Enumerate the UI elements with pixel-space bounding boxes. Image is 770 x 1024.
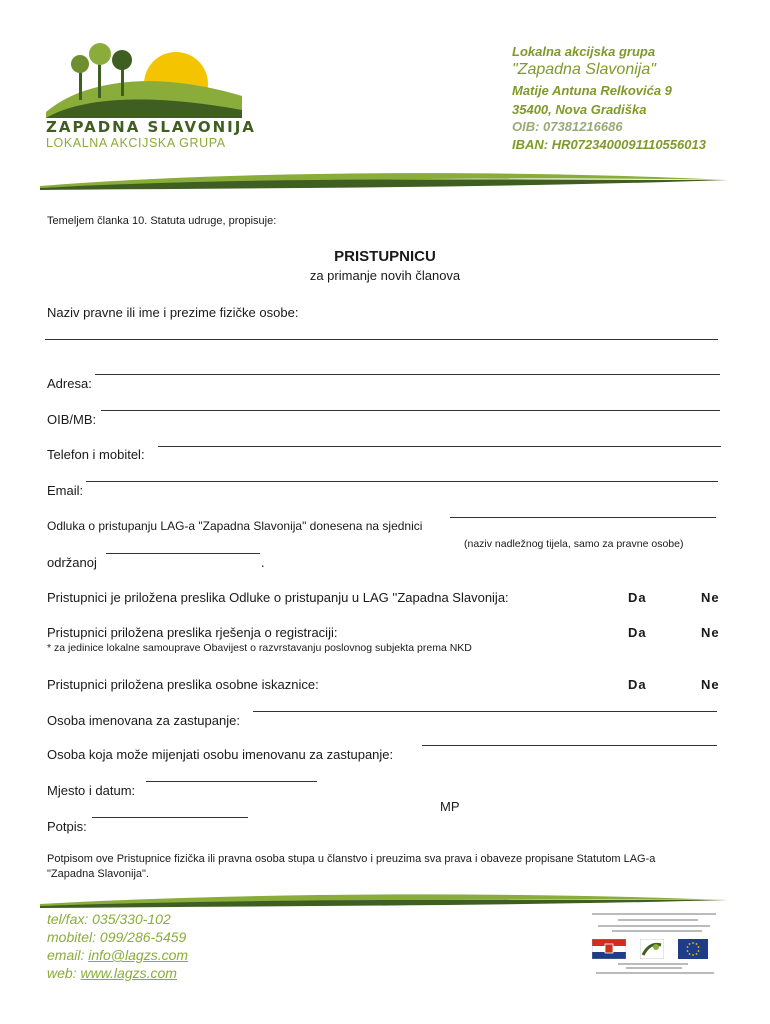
contact-mobile: mobitel: 099/286-5459	[47, 929, 187, 945]
q3-no-option[interactable]: Ne	[701, 677, 720, 692]
org-type: Lokalna akcijska grupa	[512, 44, 656, 59]
stamp-mark: MP	[440, 799, 460, 814]
org-name: "Zapadna Slavonija"	[512, 61, 656, 78]
org-city: 35400, Nova Gradiška	[512, 102, 647, 117]
q1-no-option[interactable]: Ne	[701, 590, 720, 605]
q3-yes-option[interactable]: Da	[628, 677, 647, 692]
question-id-card: Pristupnici priložena preslika osobne iskaznice:	[47, 677, 319, 692]
signature-label: Potpis:	[47, 819, 87, 834]
q2-yes-option[interactable]: Da	[628, 625, 647, 640]
phone-label: Telefon i mobitel:	[47, 447, 145, 462]
place-date-label: Mjesto i datum:	[47, 783, 136, 798]
held-date-field[interactable]	[106, 553, 260, 554]
croatia-flag-icon	[592, 939, 626, 959]
contact-web	[47, 965, 177, 981]
oib-field[interactable]	[101, 410, 720, 411]
contact-tel: tel/fax: 035/330-102	[47, 911, 171, 927]
funding-logos	[588, 909, 716, 977]
decision-note: (naziv nadležnog tijela, samo za pravne osobe)	[464, 538, 684, 550]
address-field[interactable]	[95, 374, 720, 375]
rep-change-label: Osoba koja može mijenjati osobu imenovanu za zastupanje:	[47, 747, 394, 762]
registration-note: * za jedinice lokalne samouprave Obavijest o razvrstavanju poslovnog subjekta prema NKD	[47, 642, 472, 654]
held-dot: .	[261, 555, 265, 570]
intro-text: Temeljem članka 10. Statuta udruge, propisuje:	[47, 215, 277, 227]
place-date-field[interactable]	[146, 781, 317, 782]
representative-field[interactable]	[253, 711, 717, 712]
decision-label: Odluka o pristupanju LAG-a "Zapadna Slavonija" donesena na sjednici	[47, 519, 423, 533]
email-prefix: email:	[47, 947, 89, 963]
org-iban: IBAN: HR0723400091110556013	[512, 137, 706, 152]
logo-wordmark: ZAPADNA SLAVONIJA	[46, 118, 256, 136]
question-registration: Pristupnici priložena preslika rješenja o registraciji:	[47, 625, 338, 640]
contact-email	[47, 947, 188, 963]
address-label: Adresa:	[47, 376, 92, 391]
q1-yes-option[interactable]: Da	[628, 590, 647, 605]
form-subtitle: za primanje novih članova	[309, 268, 461, 283]
name-label: Naziv pravne ili ime i prezime fizičke osobe:	[47, 305, 299, 320]
org-street: Matije Antuna Relkovića 9	[512, 83, 672, 98]
org-oib: OIB: 07381216686	[512, 119, 623, 134]
email-link[interactable]: info@lagzs.com	[88, 947, 189, 963]
rep-change-field[interactable]	[422, 745, 717, 746]
oib-label: OIB/MB:	[47, 412, 97, 427]
signature-field[interactable]	[92, 817, 248, 818]
web-prefix: web:	[47, 965, 81, 981]
logo-subtitle: LOKALNA AKCIJSKA GRUPA	[46, 136, 226, 150]
name-field[interactable]	[45, 339, 718, 340]
q2-no-option[interactable]: Ne	[701, 625, 720, 640]
question-decision: Pristupnici je priložena preslika Odluke o pristupanju u LAG ''Zapadna Slavonija:	[47, 590, 509, 605]
form-title: PRISTUPNICU	[334, 248, 436, 265]
leader-logo-icon	[640, 939, 664, 959]
footer-swoosh	[40, 890, 730, 910]
logo-graphic	[44, 36, 244, 118]
closing-text-line2: "Zapadna Slavonija".	[47, 868, 149, 880]
eu-flag-icon	[678, 939, 708, 959]
header-swoosh	[40, 166, 730, 194]
web-link[interactable]: www.lagzs.com	[80, 965, 177, 981]
decision-field[interactable]	[450, 517, 716, 518]
representative-label: Osoba imenovana za zastupanje:	[47, 713, 240, 728]
email-label: Email:	[47, 483, 84, 498]
email-field[interactable]	[86, 481, 718, 482]
closing-text-line1: Potpisom ove Pristupnice fizička ili pravna osoba stupa u članstvo i preuzima sva prava i obaveze propisane Statutom LAG-a	[47, 853, 656, 865]
phone-field[interactable]	[158, 446, 721, 447]
held-label: održanoj	[47, 555, 97, 570]
